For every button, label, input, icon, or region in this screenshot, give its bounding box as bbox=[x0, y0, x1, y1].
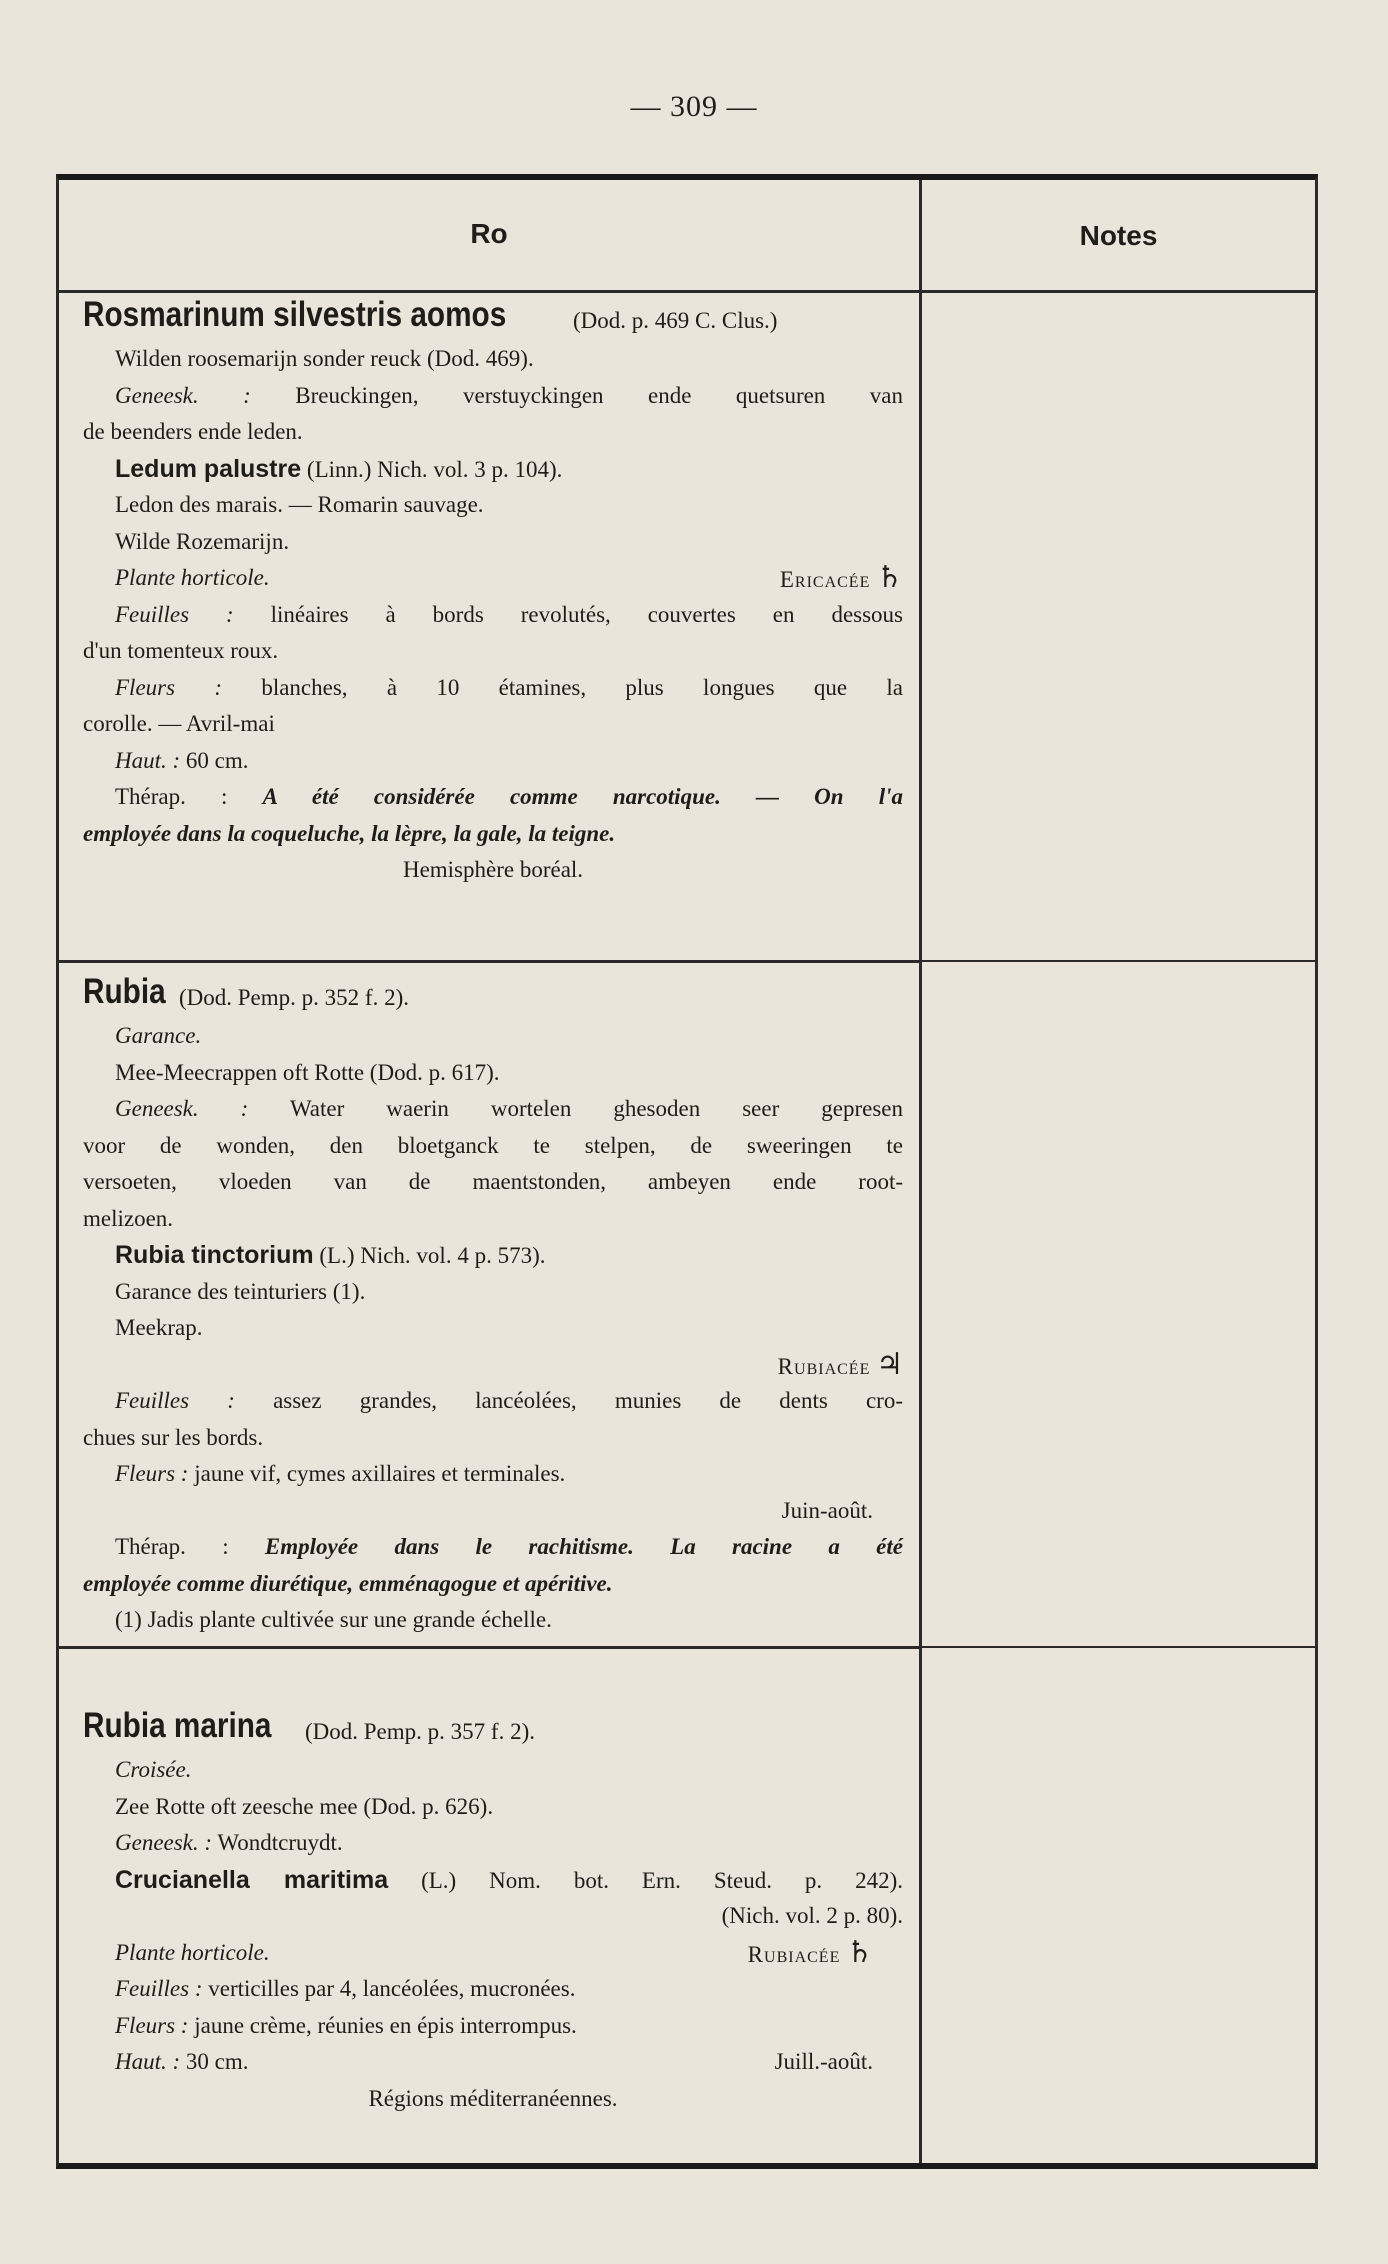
text: Plante horticole. bbox=[115, 565, 270, 590]
text: Water waerin wortelen ghesoden seer gepresen bbox=[289, 1096, 903, 1121]
text: 30 cm. bbox=[185, 2049, 249, 2074]
text: (L.) Nich. vol. 4 p. 573). bbox=[319, 1243, 546, 1268]
text: A été considérée comme narcotique. — On l'a bbox=[262, 784, 904, 809]
entry-separator bbox=[59, 960, 919, 963]
entry-separator bbox=[59, 1646, 919, 1649]
perennial-symbol-icon: ♄ bbox=[876, 561, 903, 594]
text-line: Garance des teinturiers (1). bbox=[115, 1278, 366, 1304]
text-line: Garance. bbox=[115, 1023, 202, 1048]
text: jaune vif, cymes axillaires et terminales. bbox=[194, 1461, 566, 1486]
text-line bbox=[83, 1347, 903, 1384]
entry-reference: (Dod. Pemp. p. 352 f. 2). bbox=[179, 985, 409, 1010]
botanical-name: Crucianella maritima bbox=[115, 1865, 389, 1894]
text-line: corolle. — Avril-mai bbox=[83, 711, 275, 736]
text-line bbox=[83, 2044, 903, 2081]
text-line: Ledon des marais. — Romarin sauvage. bbox=[115, 492, 484, 517]
label: Fleurs : bbox=[115, 2012, 189, 2038]
column-divider bbox=[919, 180, 922, 2163]
label: Feuilles : bbox=[115, 1976, 203, 2001]
text: jaune crème, réunies en épis interrompus. bbox=[194, 2012, 577, 2038]
text-line bbox=[83, 779, 903, 816]
text-line: Wilde Rozemarijn. bbox=[115, 528, 290, 554]
text-line: Croisée. bbox=[115, 1757, 192, 1782]
label: Thérap. : bbox=[115, 1534, 229, 1559]
text: Plante horticole. bbox=[115, 1939, 270, 1965]
herbal-table bbox=[56, 174, 1318, 2169]
text-line bbox=[83, 1383, 903, 1420]
text-line: Juin-août. bbox=[781, 1497, 873, 1523]
text-line: Meekrap. bbox=[115, 1315, 203, 1340]
text-line: Régions méditerranéennes. bbox=[368, 2085, 618, 2111]
page-number: — 309 — bbox=[630, 90, 758, 123]
family-name: Ericacée bbox=[779, 567, 871, 592]
text-line: de beenders ende leden. bbox=[83, 419, 303, 444]
label: Fleurs : bbox=[115, 1461, 189, 1486]
entry-title: Rubia bbox=[83, 972, 166, 1011]
label: Feuilles : bbox=[115, 1388, 235, 1413]
text-line: Wilden roosemarijn sonder reuck (Dod. 469). bbox=[115, 346, 534, 371]
entry-rubia bbox=[83, 974, 903, 1639]
text-line bbox=[83, 1456, 903, 1493]
family-name: Rubiacée bbox=[747, 1941, 841, 1967]
header-notes: Notes bbox=[1079, 220, 1158, 251]
text-line: melizoen. bbox=[83, 1205, 174, 1231]
entry-rosmarinum bbox=[83, 297, 903, 889]
table-header bbox=[59, 180, 1315, 293]
text-line bbox=[83, 597, 903, 634]
label: Geneesk. : bbox=[115, 1096, 249, 1121]
label: Fleurs : bbox=[115, 674, 223, 700]
text: Juill.-août. bbox=[774, 2049, 873, 2074]
label: Feuilles : bbox=[115, 601, 234, 627]
text-line bbox=[83, 1935, 903, 1972]
text-line: versoeten, vloeden van de maentstonden, ambeyen ende root- bbox=[83, 1169, 903, 1194]
header-ro: Ro bbox=[470, 218, 508, 249]
text-line: chues sur les bords. bbox=[83, 1424, 264, 1450]
entry-reference: (Dod. p. 469 C. Clus.) bbox=[573, 308, 778, 333]
text: (Linn.) Nich. vol. 3 p. 104). bbox=[306, 456, 563, 482]
botanical-name: Ledum palustre bbox=[115, 454, 302, 483]
text-line: Zee Rotte oft zeesche mee (Dod. p. 626). bbox=[115, 1793, 494, 1819]
text-line bbox=[83, 378, 903, 415]
text: linéaires à bords revolutés, couvertes en dessous bbox=[270, 601, 904, 627]
entry-title: Rosmarinum silvestris aomos bbox=[83, 295, 507, 334]
label: Geneesk. : bbox=[115, 1830, 213, 1855]
text-line bbox=[83, 1091, 903, 1128]
label: Haut. : bbox=[115, 747, 181, 773]
botanical-name: Rubia tinctorium bbox=[115, 1241, 314, 1269]
text-line: employée comme diurétique, emménagogue et apéritive. bbox=[83, 1570, 613, 1596]
text-line: Mee-Meecrappen oft Rotte (Dod. p. 617). bbox=[115, 1059, 500, 1085]
text-line bbox=[83, 1825, 903, 1862]
text-line bbox=[83, 1529, 903, 1566]
family-name: Rubiacée bbox=[777, 1353, 871, 1379]
text: 60 cm. bbox=[185, 747, 249, 773]
text: blanches, à 10 étamines, plus longues que la bbox=[261, 674, 903, 700]
entry-reference: (Dod. Pemp. p. 357 f. 2). bbox=[305, 1719, 535, 1744]
text-line bbox=[83, 1971, 903, 2008]
label: Haut. : bbox=[115, 2049, 181, 2074]
perennial-symbol-icon: ♄ bbox=[846, 1935, 873, 1969]
entry-title: Rubia marina bbox=[83, 1706, 272, 1745]
text: Wondtcruydt. bbox=[217, 1830, 343, 1855]
text: verticilles par 4, lancéolées, mucronées. bbox=[208, 1976, 576, 2001]
label: Geneesk. : bbox=[115, 382, 251, 408]
notes-rule bbox=[922, 960, 1315, 962]
text-line: employée dans la coqueluche, la lèpre, la gale, la teigne. bbox=[83, 820, 616, 846]
text-line bbox=[83, 1862, 903, 1899]
text: assez grandes, lancéolées, munies de dents cro- bbox=[273, 1388, 904, 1413]
text: Employée dans le rachitisme. La racine a été bbox=[264, 1534, 903, 1559]
text-line bbox=[83, 2008, 903, 2045]
perennial-herb-symbol-icon: ♃ bbox=[876, 1347, 903, 1381]
text-line bbox=[83, 743, 903, 780]
text-line: d'un tomenteux roux. bbox=[83, 638, 279, 663]
text-line: Hemisphère boréal. bbox=[402, 857, 584, 882]
footnote: (1) Jadis plante cultivée sur une grande échelle. bbox=[115, 1607, 552, 1632]
text-line bbox=[83, 560, 903, 597]
label: Thérap. : bbox=[115, 784, 228, 809]
text-line bbox=[83, 1237, 903, 1274]
text: Breuckingen, verstuyckingen ende quetsuren van bbox=[295, 382, 903, 408]
text-line bbox=[83, 670, 903, 707]
entry-rubia-marina bbox=[83, 1708, 903, 2117]
notes-rule bbox=[922, 1646, 1315, 1648]
text-line: voor de wonden, den bloetganck te stelpen, de sweeringen te bbox=[83, 1132, 903, 1158]
text-line bbox=[83, 451, 903, 488]
text: (L.) Nom. bot. Ern. Steud. p. 242). bbox=[421, 1867, 904, 1893]
text-line: (Nich. vol. 2 p. 80). bbox=[721, 1903, 903, 1928]
